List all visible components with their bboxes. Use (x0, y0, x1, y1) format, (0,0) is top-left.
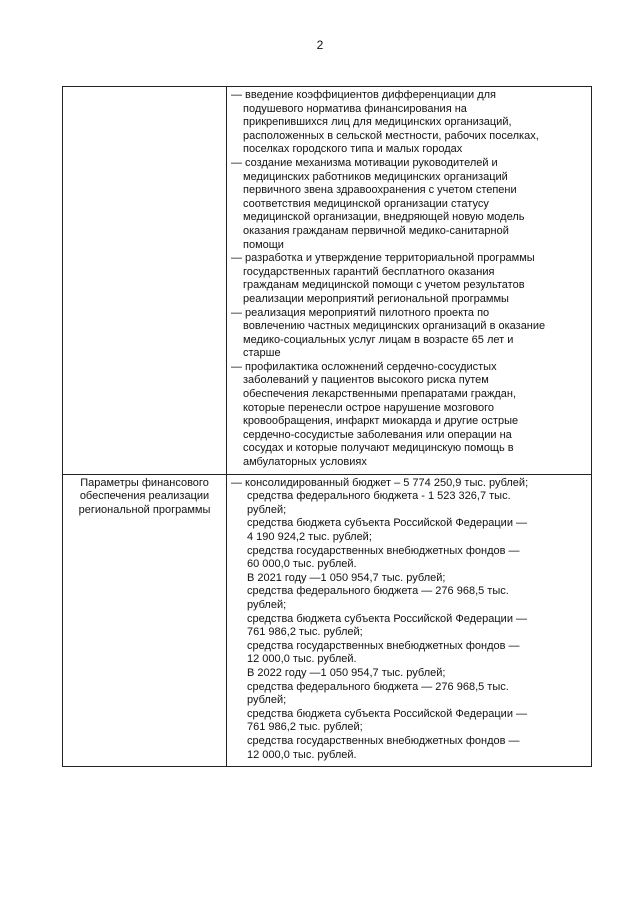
list-item-continuation: расположенных в сельской местности, рабочих поселках, (243, 129, 539, 142)
list-item-continuation: средства государственных внебюджетных фондов — (247, 544, 520, 557)
list-item-continuation: 4 190 924,2 тыс. рублей; (247, 531, 372, 543)
list-item-continuation: кровообращения, инфаркт миокарда и другие острые (243, 415, 519, 428)
list-item-continuation: реализации мероприятий региональной программы (243, 292, 509, 305)
measures-cell (227, 87, 592, 475)
list-item-continuation: средства государственных внебюджетных фондов — (247, 734, 520, 747)
list-item-continuation: амбулаторных условиях (243, 456, 367, 469)
list-item-continuation: которые перенесли острое нарушение мозгового (243, 401, 494, 414)
list-item: — консолидированный бюджет – 5 774 250,9 тыс. рублей; (231, 476, 529, 489)
list-item-continuation: средства федерального бюджета — 276 968,5 тыс. (247, 680, 509, 693)
funding-list (231, 477, 587, 762)
list-item-continuation: сосудах и которые получают медицинскую помощь в (243, 442, 514, 455)
list-item-continuation: средства бюджета субъекта Российской Федерации — (247, 517, 528, 530)
table-row (63, 474, 592, 766)
list-item-continuation: средства федерального бюджета — 276 968,5 тыс. (247, 585, 509, 598)
list-item-continuation: государственных гарантий бесплатного оказания (243, 265, 495, 278)
list-item-continuation: средства государственных внебюджетных фондов — (247, 639, 520, 652)
list-item-continuation: 12 000,0 тыс. рублей. (247, 653, 357, 666)
list-item: — разработка и утверждение территориальной программы (231, 252, 535, 265)
list-item-continuation: подушевого норматива финансирования на (243, 102, 467, 115)
program-table (62, 86, 592, 767)
list-item: — создание механизма мотивации руководителей и (231, 156, 498, 169)
list-item-continuation: В 2021 году —1 050 954,7 тыс. рублей; (247, 571, 446, 584)
list-item-continuation: медико-социальных услуг лицам в возрасте 65 лет и (243, 333, 514, 346)
row-label-cell (63, 474, 227, 766)
row-label: Параметры финансового обеспечения реализации региональной программы (78, 476, 211, 516)
list-item-continuation: средства бюджета субъекта Российской Федерации — (247, 707, 528, 720)
list-item-continuation: вовлечению частных медицинских организаций в оказание (243, 320, 546, 333)
list-item-continuation: 761 986,2 тыс. рублей; (247, 626, 363, 639)
list-item-continuation: поселках городского типа и малых городах (243, 143, 463, 156)
list-item-continuation: помощи (243, 238, 284, 251)
list-item-continuation: сердечно-сосудистые заболевания или операции на (243, 428, 512, 441)
list-item: — введение коэффициентов дифференциации для (231, 89, 496, 101)
list-item-continuation: 60 000,0 тыс. рублей. (247, 558, 357, 571)
list-item-continuation: средства федерального бюджета - 1 523 326,7 тыс. (247, 490, 511, 503)
list-item-continuation: 761 986,2 тыс. рублей; (247, 721, 363, 734)
measures-list (231, 89, 587, 470)
list-item-continuation: гражданам медицинской помощи с учетом результатов (243, 279, 525, 292)
list-item-continuation: прикрепившихся лиц для медицинских организаций, (243, 116, 512, 129)
list-item-continuation: медицинской организации, внедряющей новую модель (243, 211, 525, 224)
list-item-continuation: оказания гражданам первичной медико-санитарной (243, 224, 509, 237)
list-item-continuation: рублей; (247, 503, 287, 516)
list-item-continuation: В 2022 году —1 050 954,7 тыс. рублей; (247, 666, 446, 679)
row-label-cell (63, 87, 227, 475)
list-item-continuation: обеспечения лекарственными препаратами граждан, (243, 388, 517, 401)
list-item-continuation: первичного звена здравоохранения с учетом степени (243, 184, 517, 197)
list-item-continuation: рублей; (247, 598, 287, 611)
list-item-continuation: заболеваний у пациентов высокого риска путем (243, 374, 489, 387)
list-item-continuation: старше (243, 347, 281, 360)
table-row (63, 87, 592, 475)
funding-cell (227, 474, 592, 766)
page-number: 2 (316, 38, 324, 52)
list-item: — профилактика осложнений сердечно-сосудистых (231, 360, 497, 373)
list-item-continuation: соответствия медицинской организации статусу (243, 197, 489, 210)
list-item-continuation: средства бюджета субъекта Российской Федерации — (247, 612, 528, 625)
list-item-continuation: медицинских работников медицинских организаций (243, 170, 508, 183)
list-item: — реализация мероприятий пилотного проекта по (231, 306, 490, 319)
list-item-continuation: рублей; (247, 694, 287, 707)
list-item-continuation: 12 000,0 тыс. рублей. (247, 748, 357, 761)
